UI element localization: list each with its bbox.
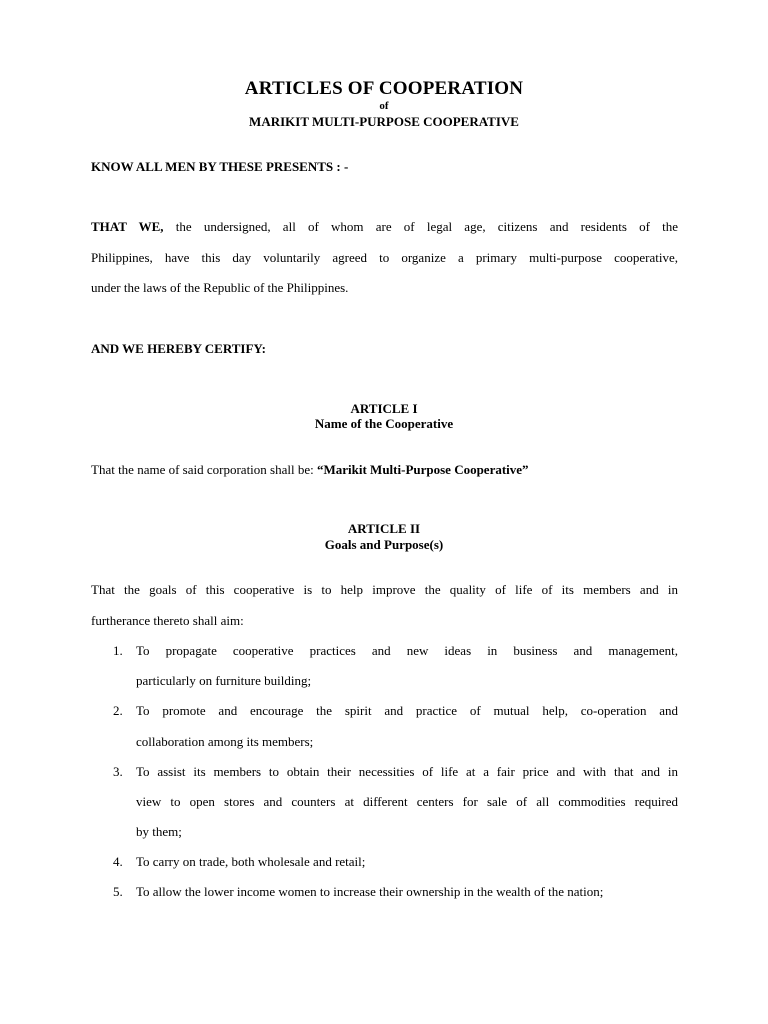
- document-of: of: [379, 100, 389, 112]
- document-title: ARTICLES OF COOPERATION: [244, 78, 524, 99]
- article-2-heading: ARTICLE II: [347, 521, 421, 536]
- list-item-line: collaboration among its members;: [136, 734, 314, 749]
- list-item-line: particularly on furniture building;: [136, 673, 312, 688]
- article-1-subheading: Name of the Cooperative: [314, 416, 454, 431]
- list-item-line: To carry on trade, both wholesale and retail;: [136, 854, 366, 869]
- article-1-heading: ARTICLE I: [350, 401, 418, 416]
- list-item-line: To propagate cooperative practices and new ideas in business and management,: [136, 643, 678, 658]
- salutation: KNOW ALL MEN BY THESE PRESENTS : -: [91, 159, 349, 174]
- list-item-line: To assist its members to obtain their necessities of life at a fair price and with that and in: [136, 764, 678, 779]
- article-2-intro-line-2: furtherance thereto shall aim:: [91, 613, 244, 628]
- list-item-number: 1.: [113, 643, 123, 658]
- intro-line-2: Philippines, have this day voluntarily agreed to organize a primary multi-purpose cooperative,: [91, 250, 678, 265]
- list-item-line: To promote and encourage the spirit and practice of mutual help, co-operation and: [136, 703, 678, 718]
- document-subtitle: MARIKIT MULTI-PURPOSE COOPERATIVE: [249, 114, 519, 129]
- article-2-subheading: Goals and Purpose(s): [324, 537, 444, 552]
- certify-heading: AND WE HEREBY CERTIFY:: [91, 341, 266, 356]
- list-item-number: 2.: [113, 703, 123, 718]
- intro-line-3: under the laws of the Republic of the Philippines.: [91, 280, 349, 295]
- article-1-text-lead: That the name of said corporation shall be:: [91, 462, 317, 477]
- list-item-line: To allow the lower income women to increase their ownership in the wealth of the nation;: [136, 884, 604, 899]
- list-item-number: 5.: [113, 884, 123, 899]
- intro-lead: THAT WE,: [91, 219, 164, 234]
- list-item-number: 4.: [113, 854, 123, 869]
- list-item-line: view to open stores and counters at different centers for sale of all commodities required: [136, 794, 678, 809]
- cooperative-name: “Marikit Multi-Purpose Cooperative”: [316, 462, 529, 477]
- article-1-text: [91, 462, 678, 478]
- intro-line-1-rest: the undersigned, all of whom are of legal age, citizens and residents of the: [175, 219, 678, 234]
- list-item-number: 3.: [113, 764, 123, 779]
- article-2-intro-line-1: That the goals of this cooperative is to help improve the quality of life of its members and in: [91, 582, 678, 597]
- intro-line-1: [91, 219, 678, 235]
- list-item-line: by them;: [136, 824, 182, 839]
